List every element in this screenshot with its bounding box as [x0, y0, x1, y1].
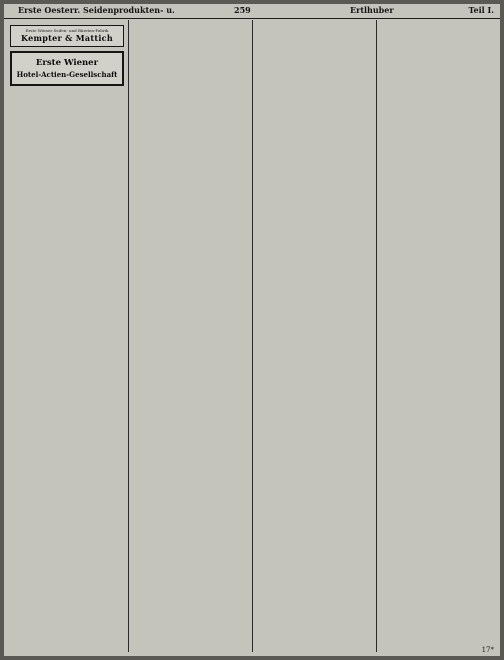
ad-kempter-name: Kempter & Mattich [21, 33, 113, 43]
ad-kempter-tagline: Erste Wiener Seifen- und Bürsten-Fabrik [25, 28, 109, 33]
column-rule [252, 20, 253, 652]
column-rule [128, 20, 129, 652]
directory-column-2 [132, 21, 250, 651]
column-rule [376, 20, 377, 652]
running-head-left: Erste Oesterr. Seidenprodukten- u. [18, 5, 175, 15]
advertisement-kempter [10, 25, 124, 47]
running-head-right: Teil I. [468, 5, 494, 15]
ad-hotel-line-1: Erste Wiener [35, 58, 99, 68]
running-head-middle: Ertlhuber [350, 5, 394, 15]
directory-column-1 [8, 21, 126, 651]
page-number: 259 [234, 5, 251, 15]
page-header [4, 4, 500, 19]
signature-mark: 17* [481, 646, 494, 654]
advertisement-hotel [10, 51, 124, 86]
directory-column-4 [380, 21, 498, 651]
ad-hotel-line-2: Hotel-Actien-Gesellschaft [16, 70, 118, 79]
directory-column-3 [256, 21, 374, 651]
directory-page [4, 4, 500, 656]
